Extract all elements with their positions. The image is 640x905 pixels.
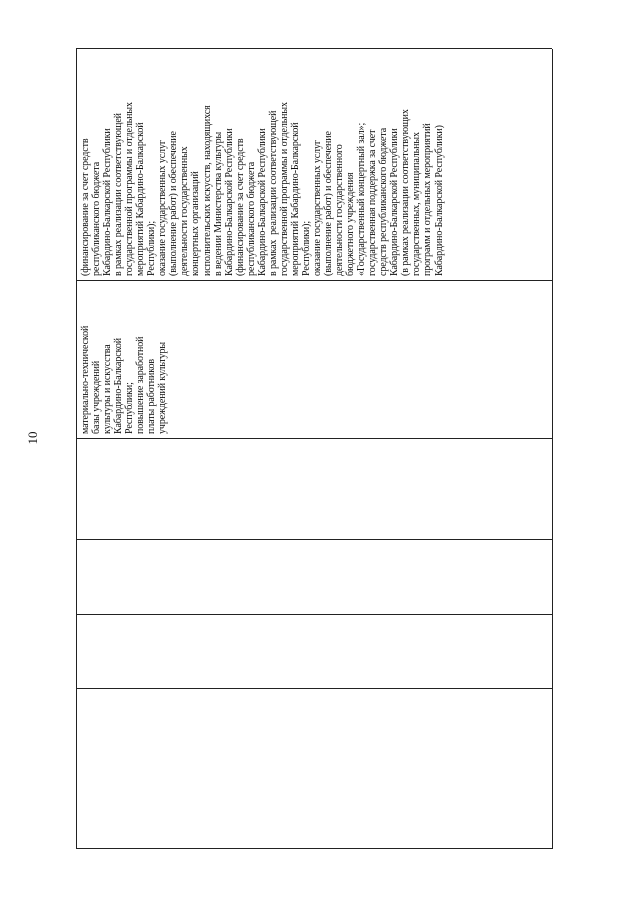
cell-text: материально-технической базы учреждений культуры и искусства Кабардино-Балкарской Республики; повышение заработной платы работников учреждений культуры [80,325,169,434]
cell-text [76,540,80,615]
cell-text [76,615,80,689]
table [76,49,552,849]
cell-text [76,439,80,540]
page-number: 10 [25,431,40,445]
table-cell-column-6 [76,49,552,281]
table-cell-column-3 [76,540,552,615]
cell-text [76,689,80,849]
table-cell-column-5 [76,281,552,439]
table-bottom-border [552,49,553,849]
table-cell-column-4 [76,439,552,540]
table-cell-column-1 [76,689,552,849]
cell-text: (финансирование за счет средств республиканского бюджета Кабардино-Балкарской Республики в рамках реализации соответствующей государственной программы и отдельных мероприятий Кабардино-Балкарской Республики); оказание государственных услуг (выполнение работ) и обеспечение деятельности государственных концертных организаций исполнительских искусств, находящихся в ведении Министерства культуры Кабардино-Балкарской Республики (финансирование за счет средств республиканского бюджета Кабардино-Балкарской Республики в рамках реализации соответствующей государственной программы и отдельных мероприятий Кабардино-Балкарской Республики); оказание государственных услуг (выполнение работ) и обеспечение деятельности государственного бюджетного учреждения «Государственный концертный зал»; государственная поддержка за счет средств республиканского бюджета Кабардино-Балкарской Республики (в рамках реализации соответствующих государственных, муниципальных программ и отдельных мероприятий Кабардино-Балкарской Республики) [80,102,445,276]
table-cell-column-2 [76,615,552,689]
